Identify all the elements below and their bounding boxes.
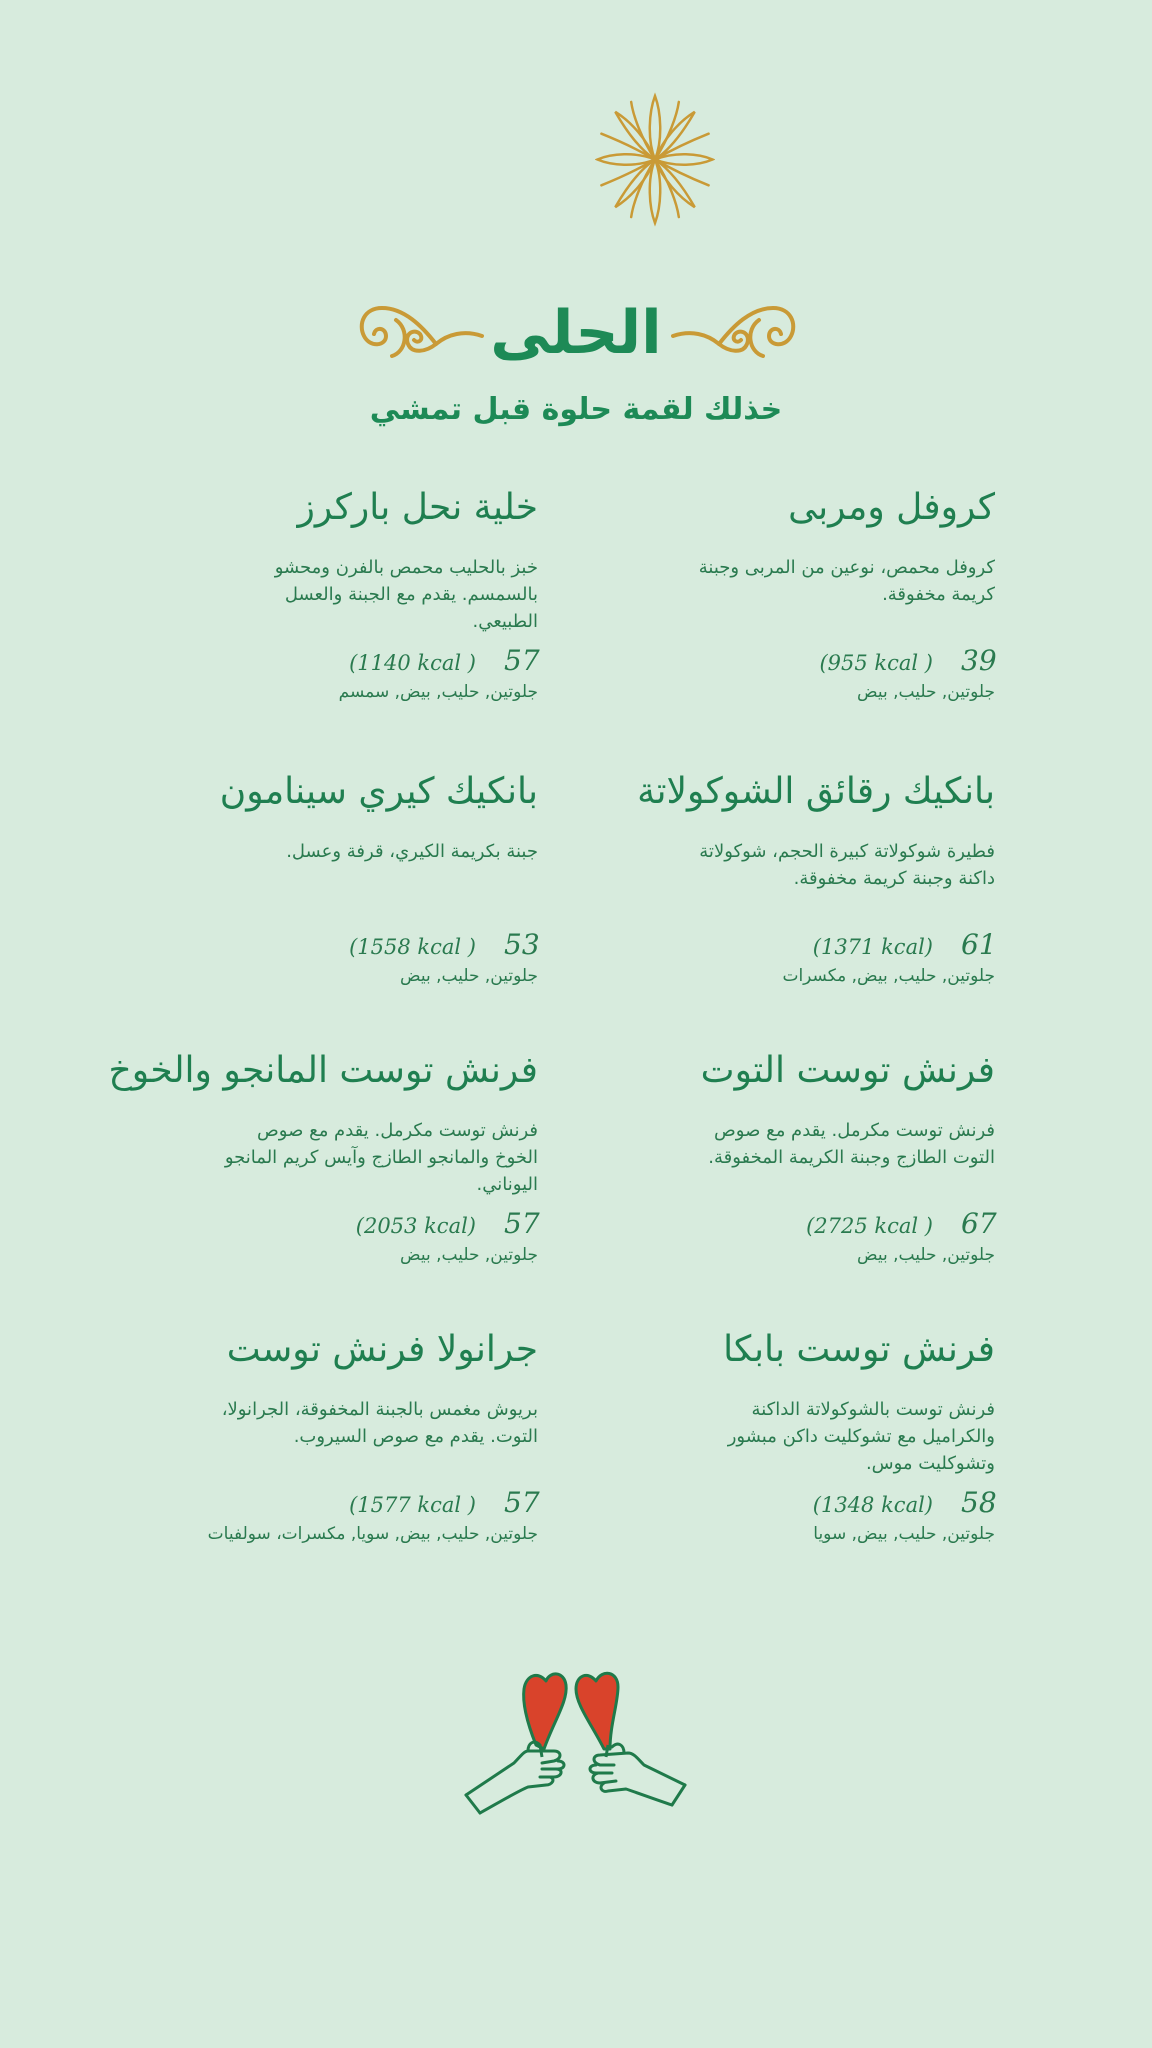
menu-item — [78, 1047, 538, 1265]
price-row — [78, 928, 538, 962]
item-name: خلية نحل باركرز — [297, 487, 538, 528]
item-price: 57 — [504, 1207, 540, 1240]
item-price: 67 — [961, 1207, 997, 1240]
title-row — [0, 290, 1152, 390]
menu-item — [78, 768, 538, 986]
item-name: فرنش توست المانجو والخوخ — [108, 1050, 538, 1091]
item-kcal: (1371 kcal) — [812, 935, 933, 959]
price-row — [535, 1486, 995, 1520]
item-price: 61 — [961, 928, 997, 961]
item-kcal: (2053 kcal) — [355, 1214, 476, 1238]
menu-item — [78, 1326, 538, 1544]
item-description: فطيرة شوكولاتة كبيرة الحجم، شوكولاتة داكنة وجبنة كريمة مخفوقة. — [699, 841, 995, 889]
menu-subtitle: خذلك لقمة حلوة قبل تمشي — [369, 392, 783, 427]
item-description: بريوش مغمس بالجبنة المخفوقة، الجرانولا، التوت. يقدم مع صوص السيروب. — [221, 1399, 538, 1447]
item-price: 58 — [961, 1486, 997, 1519]
menu-item — [535, 768, 995, 986]
menu-item — [535, 1326, 995, 1544]
item-allergens: جلوتين, حليب, بيض, مكسرات — [782, 966, 995, 986]
menu-item — [535, 484, 995, 702]
flower-icon — [595, 92, 715, 227]
item-allergens: جلوتين, حليب, بيض — [400, 966, 538, 986]
item-description: فرنش توست مكرمل. يقدم مع صوص التوت الطازج وجبنة الكريمة المخفوقة. — [708, 1120, 995, 1168]
item-allergens: جلوتين, حليب, بيض, سمسم — [338, 682, 538, 702]
item-name: كروفل ومربى — [788, 487, 995, 528]
item-kcal: (955 kcal ) — [819, 651, 933, 675]
item-description: كروفل محمص، نوعين من المربى وجبنة كريمة مخفوقة. — [698, 557, 995, 605]
item-kcal: (1348 kcal) — [812, 1493, 933, 1517]
item-name: جرانولا فرنش توست — [226, 1329, 538, 1370]
item-description: جبنة بكريمة الكيري، قرفة وعسل. — [286, 841, 538, 862]
price-row — [535, 644, 995, 678]
item-kcal: (1140 kcal ) — [349, 651, 476, 675]
item-price: 57 — [504, 644, 540, 677]
item-kcal: (1577 kcal ) — [349, 1493, 476, 1517]
item-kcal: (1558 kcal ) — [349, 935, 476, 959]
item-description: فرنش توست مكرمل. يقدم مع صوص الخوخ والمانجو الطازج وآيس كريم المانجو اليوناني. — [224, 1120, 538, 1195]
item-name: بانكيك رقائق الشوكولاتة — [637, 771, 995, 812]
item-name: فرنش توست التوت — [700, 1050, 995, 1091]
item-allergens: جلوتين, حليب, بيض — [857, 682, 995, 702]
item-description: خبز بالحليب محمص بالفرن ومحشو بالسمسم. يقدم مع الجبنة والعسل الطبيعي. — [274, 557, 538, 632]
item-name: فرنش توست بابكا — [723, 1329, 995, 1370]
item-allergens: جلوتين, حليب, بيض — [857, 1245, 995, 1265]
price-row — [535, 1207, 995, 1241]
menu-title: الحلى — [490, 298, 662, 368]
price-row — [535, 928, 995, 962]
item-allergens: جلوتين, حليب, بيض — [400, 1245, 538, 1265]
item-price: 39 — [961, 644, 997, 677]
item-allergens: جلوتين, حليب, بيض, سويا, مكسرات، سولفيات — [207, 1524, 538, 1544]
item-price: 53 — [504, 928, 540, 961]
hands-holding-hearts-icon — [458, 1645, 693, 1815]
item-price: 57 — [504, 1486, 540, 1519]
price-row — [78, 1486, 538, 1520]
swirl-ornament-icon — [668, 300, 803, 370]
price-row — [78, 1207, 538, 1241]
price-row — [78, 644, 538, 678]
item-description: فرنش توست بالشوكولاتة الداكنة والكراميل مع تشوكليت داكن مبشور وتشوكليت موس. — [727, 1399, 995, 1474]
menu-item — [535, 1047, 995, 1265]
item-name: بانكيك كيري سينامون — [219, 771, 538, 812]
item-allergens: جلوتين, حليب, بيض, سويا — [813, 1524, 995, 1544]
item-kcal: (2725 kcal ) — [806, 1214, 933, 1238]
menu-item — [78, 484, 538, 702]
